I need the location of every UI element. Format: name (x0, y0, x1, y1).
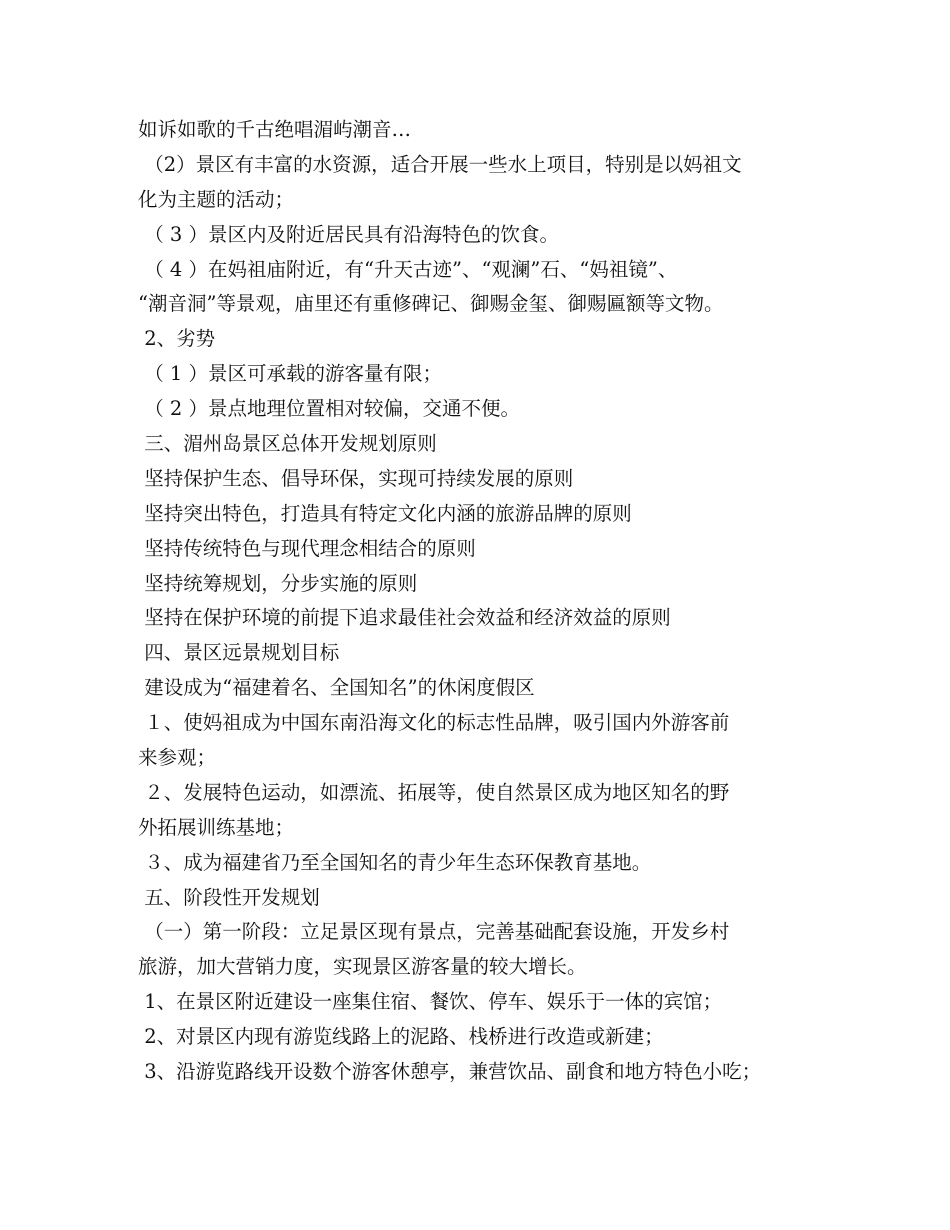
text-line: 坚持在保护环境的前提下追求最佳社会效益和经济效益的原则 (138, 606, 671, 630)
section-heading: 四、景区远景规划目标 (138, 641, 340, 665)
section-heading: 三、湄州岛景区总体开发规划原则 (138, 432, 437, 456)
text-line: １、使妈祖成为中国东南沿海文化的标志性品牌，吸引国内外游客前 (138, 711, 730, 735)
text-line: 外拓展训练基地； (138, 815, 295, 839)
text-line: 来参观； (138, 746, 217, 770)
text-line: 2、对景区内现有游览线路上的泥路、栈桥进行改造或新建； (138, 1025, 664, 1049)
text-line: 旅游，加大营销力度，实现景区游客量的较大增长。 (138, 955, 587, 979)
text-line: （ 4 ）在妈祖庙附近，有“升天古迹”、“观澜”石、“妈祖镜”、 (138, 257, 678, 281)
section-heading: 五、阶段性开发规划 (138, 885, 320, 909)
text-line: 坚持突出特色，打造具有特定文化内涵的旅游品牌的原则 (138, 501, 632, 525)
text-line: 坚持保护生态、倡导环保，实现可持续发展的原则 (138, 466, 574, 490)
text-line: 建设成为“福建着名、全国知名”的休闲度假区 (138, 676, 535, 700)
text-line: 坚持统筹规划，分步实施的原则 (138, 571, 418, 595)
text-line: 化为主题的活动； (138, 187, 295, 211)
text-line: 如诉如歌的千古绝唱湄屿潮音… (138, 118, 412, 141)
text-line: ３、成为福建省乃至全国知名的青少年生态环保教育基地。 (138, 850, 652, 874)
text-line: （一）第一阶段：立足景区现有景点，完善基础配套设施，开发乡村 (138, 920, 730, 944)
text-line: （ 2 ）景点地理位置相对较偏，交通不便。 (138, 397, 521, 421)
text-line: “潮音洞”等景观，庙里还有重修碑记、御赐金玺、御赐匾额等文物。 (138, 292, 724, 316)
text-line: （ 3 ）景区内及附近居民具有沿海特色的饮食。 (138, 222, 560, 246)
text-line: 坚持传统特色与现代理念相结合的原则 (138, 536, 476, 560)
document-body (138, 113, 828, 1090)
section-heading: 2、劣势 (138, 327, 216, 351)
text-line: 3、沿游览路线开设数个游客休憩亭，兼营饮品、副食和地方特色小吃； (138, 1060, 762, 1084)
text-line: ２、发展特色运动，如漂流、拓展等，使自然景区成为地区知名的野 (138, 780, 730, 804)
text-line: （2）景区有丰富的水资源，适合开展一些水上项目，特别是以妈祖文 (138, 152, 742, 176)
text-line: （ 1 ）景区可承载的游客量有限； (138, 362, 443, 386)
text-line: 1、在景区附近建设一座集住宿、餐饮、停车、娱乐于一体的宾馆； (138, 990, 723, 1014)
